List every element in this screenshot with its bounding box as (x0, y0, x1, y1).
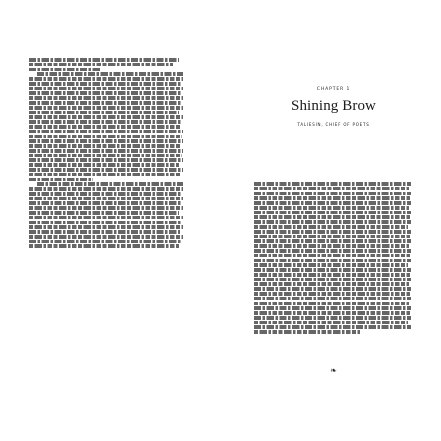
right-page-body-text (254, 182, 411, 335)
paragraph (254, 182, 411, 334)
left-page-body-text (29, 58, 183, 249)
left-page (0, 0, 214, 441)
paragraph (29, 182, 183, 248)
chapter-subtitle: TALIESIN, CHIEF OF POETS (297, 122, 370, 127)
right-page (226, 0, 441, 441)
chapter-title: Shining Brow (291, 98, 376, 114)
paragraph (29, 72, 183, 181)
paragraph (29, 58, 183, 71)
chapter-number: CHAPTER 1 (316, 87, 351, 92)
fleuron-ornament-icon: ❧ (330, 366, 337, 375)
